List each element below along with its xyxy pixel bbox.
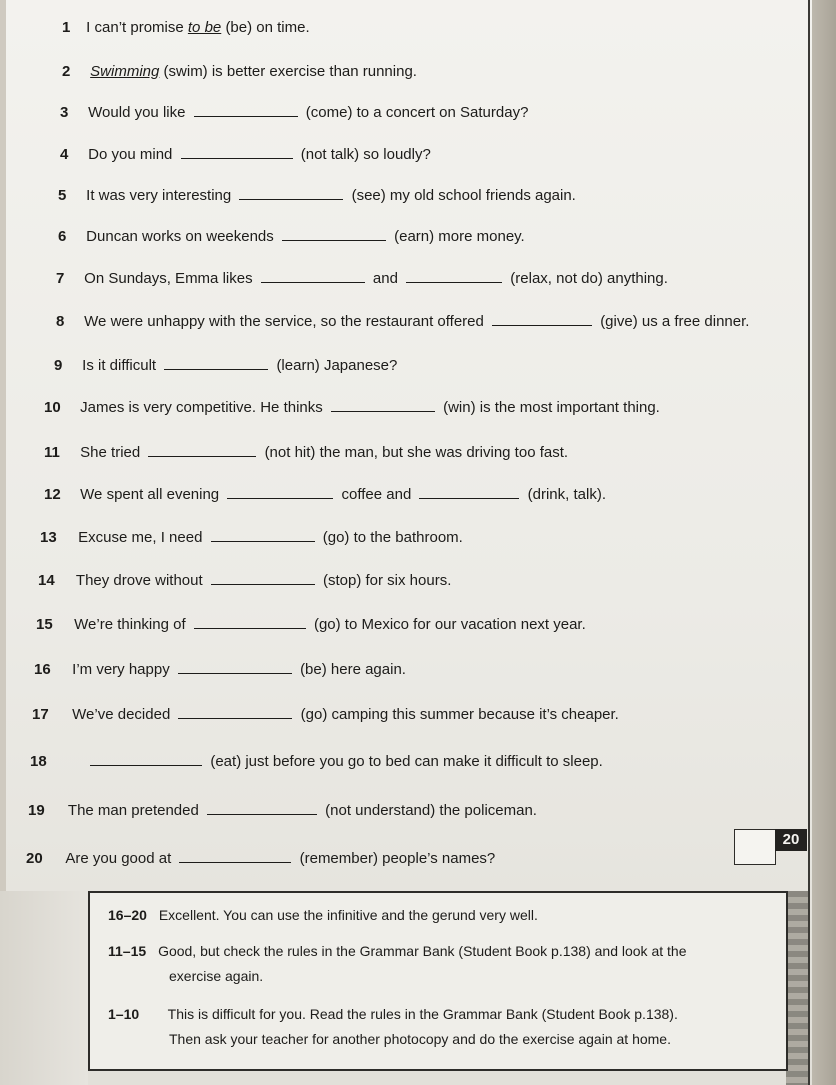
item-number: 2 <box>62 63 71 80</box>
item-text-before: They drove without <box>75 572 203 589</box>
feedback-row-difficult <box>108 1006 678 1023</box>
exercise-item-17 <box>32 706 619 724</box>
answer-blank[interactable] <box>90 753 202 766</box>
item-text-after: (eat) just before you go to bed can make it difficult to sleep. <box>210 753 603 770</box>
item-text-before: On Sundays, Emma likes <box>84 270 253 287</box>
item-number: 8 <box>56 313 65 330</box>
page-border <box>808 0 810 1085</box>
item-number: 1 <box>62 19 71 36</box>
score-total: 20 <box>775 829 807 851</box>
feedback-row-excellent <box>108 907 538 924</box>
item-text-after: (see) my old school friends again. <box>351 187 576 204</box>
item-text-after: (not hit) the man, but she was driving too fast. <box>264 444 569 461</box>
exercise-item-4 <box>60 146 431 164</box>
feedback-text: Then ask your teacher for another photocopy and do the exercise again at home. <box>169 1031 671 1047</box>
exercise-item-12 <box>44 486 606 504</box>
answer-blank[interactable] <box>194 104 298 117</box>
item-text-after: (learn) Japanese? <box>276 357 398 374</box>
item-number: 9 <box>54 357 63 374</box>
item-text-before: The man pretended <box>67 802 199 819</box>
item-text-after: (go) to the bathroom. <box>322 529 463 546</box>
answer-blank[interactable] <box>181 146 293 159</box>
item-text-before: She tried <box>80 444 141 461</box>
exercise-item-19 <box>28 802 537 820</box>
item-text-after: (stop) for six hours. <box>322 572 452 589</box>
item-text-after: (win) is the most important thing. <box>443 399 660 416</box>
exercise-item-2 <box>62 63 417 81</box>
item-number: 3 <box>60 104 69 121</box>
answer-blank[interactable] <box>406 270 502 283</box>
answer-blank[interactable] <box>178 661 292 674</box>
page-edge-shadow <box>812 0 836 1085</box>
exercise-item-13 <box>40 529 463 547</box>
exercise-item-5 <box>58 187 576 205</box>
exercise-item-7 <box>56 270 668 288</box>
item-text-after: (give) us a free dinner. <box>600 313 750 330</box>
item-answer: Swimming <box>90 63 160 80</box>
exercise-item-9 <box>54 357 397 375</box>
item-text-after: (swim) is better exercise than running. <box>163 63 417 80</box>
item-text-before: It was very interesting <box>86 187 232 204</box>
item-text-after: (not talk) so loudly? <box>300 146 431 163</box>
answer-blank[interactable] <box>282 228 386 241</box>
exercise-item-20 <box>26 850 495 868</box>
item-number: 14 <box>38 572 55 589</box>
item-text-before: I can’t promise <box>86 19 184 36</box>
answer-blank[interactable] <box>261 270 365 283</box>
feedback-row-difficult-cont <box>169 1031 671 1048</box>
answer-blank[interactable] <box>331 399 435 412</box>
exercise-item-16 <box>34 661 406 679</box>
answer-blank[interactable] <box>194 616 306 629</box>
item-number: 5 <box>58 187 67 204</box>
feedback-range: 11–15 <box>108 943 147 959</box>
feedback-row-good-cont <box>169 968 263 985</box>
exercise-item-18 <box>30 753 603 771</box>
feedback-box <box>88 891 788 1071</box>
exercise-item-6 <box>58 228 525 246</box>
item-text-before: We’re thinking of <box>74 616 186 633</box>
item-text-before: Do you mind <box>88 146 173 163</box>
item-text-before: We were unhappy with the service, so the restaurant offered <box>84 313 484 330</box>
score-input-box[interactable] <box>734 829 776 865</box>
item-text-after: (come) to a concert on Saturday? <box>305 104 529 121</box>
feedback-text: This is difficult for you. Read the rules in the Grammar Bank (Student Book p.138). <box>167 1006 678 1022</box>
exercise-item-14 <box>38 572 451 590</box>
page-margin-shade <box>0 891 88 1085</box>
item-number: 20 <box>26 850 43 867</box>
item-text-after: (go) camping this summer because it’s cheaper. <box>300 706 619 723</box>
item-answer: to be <box>187 19 222 36</box>
item-number: 4 <box>60 146 69 163</box>
item-text-before: Would you like <box>88 104 186 121</box>
item-text-after: (be) on time. <box>225 19 310 36</box>
answer-blank[interactable] <box>164 357 268 370</box>
exercise-item-1 <box>62 19 310 37</box>
exercise-item-8 <box>56 313 749 331</box>
item-text-before: Duncan works on weekends <box>86 228 274 245</box>
answer-blank[interactable] <box>239 187 343 200</box>
feedback-row-good <box>108 943 686 960</box>
item-number: 18 <box>30 753 47 770</box>
item-number: 7 <box>56 270 65 287</box>
item-text-middle: coffee and <box>341 486 412 503</box>
item-text-after: (drink, talk). <box>527 486 606 503</box>
answer-blank[interactable] <box>179 850 291 863</box>
item-text-middle: and <box>372 270 398 287</box>
answer-blank[interactable] <box>148 444 256 457</box>
answer-blank[interactable] <box>227 486 333 499</box>
feedback-range: 1–10 <box>108 1006 140 1022</box>
feedback-text: Good, but check the rules in the Grammar Bank (Student Book p.138) and look at the <box>158 943 687 959</box>
item-text-before: James is very competitive. He thinks <box>80 399 323 416</box>
answer-blank[interactable] <box>211 529 315 542</box>
item-text-after: (go) to Mexico for our vacation next year. <box>313 616 586 633</box>
item-text-after: (relax, not do) anything. <box>510 270 668 287</box>
page-margin-texture <box>786 891 808 1085</box>
feedback-text: exercise again. <box>169 968 264 984</box>
exercise-item-15 <box>36 616 586 634</box>
feedback-text: Excellent. You can use the infinitive and the gerund very well. <box>158 907 538 923</box>
item-text-after: (remember) people’s names? <box>299 850 496 867</box>
exercise-item-3 <box>60 104 528 122</box>
answer-blank[interactable] <box>492 313 592 326</box>
item-number: 10 <box>44 399 61 416</box>
exercise-item-11 <box>44 444 568 462</box>
item-number: 17 <box>32 706 49 723</box>
item-text-before: Is it difficult <box>82 357 157 374</box>
item-number: 12 <box>44 486 61 503</box>
exercise-item-10 <box>44 399 660 417</box>
item-number: 16 <box>34 661 51 678</box>
answer-blank[interactable] <box>211 572 315 585</box>
item-text-before: Excuse me, I need <box>78 529 203 546</box>
feedback-range: 16–20 <box>108 907 147 923</box>
item-text-before: We’ve decided <box>72 706 171 723</box>
answer-blank[interactable] <box>178 706 292 719</box>
item-text-before: Are you good at <box>65 850 172 867</box>
item-text-after: (earn) more money. <box>394 228 525 245</box>
item-text-before: We spent all evening <box>80 486 220 503</box>
item-number: 11 <box>44 444 60 461</box>
item-number: 6 <box>58 228 67 245</box>
item-text-after: (be) here again. <box>300 661 406 678</box>
answer-blank[interactable] <box>419 486 519 499</box>
item-text-after: (not understand) the policeman. <box>325 802 537 819</box>
answer-blank[interactable] <box>207 802 317 815</box>
item-number: 19 <box>28 802 45 819</box>
item-text-before: I’m very happy <box>72 661 170 678</box>
item-number: 15 <box>36 616 53 633</box>
item-number: 13 <box>40 529 57 546</box>
